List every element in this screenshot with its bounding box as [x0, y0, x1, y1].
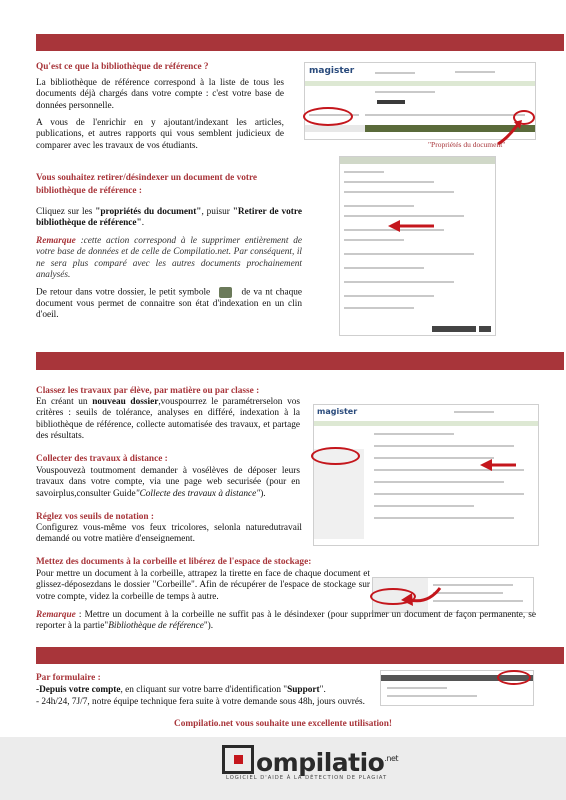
- section-band-1: [36, 34, 564, 51]
- arrow-retirer: [386, 218, 436, 234]
- screenshot-document-properties: [339, 156, 496, 336]
- section-band-3: [36, 647, 564, 664]
- heading-retirer: Vous souhaitez retirer/désindexer un document de votre bibliothèque de référence :: [36, 173, 258, 196]
- highlight-oval-support: [497, 670, 531, 685]
- index-status-icon: [219, 287, 232, 298]
- remark-corbeille: Remarque : Mettre un document à la corbeille ne suffit pas à le désindexer (pour supprimer un document de façon permanente, se reporter à la partie"Bibliothèque de référence").: [36, 610, 536, 632]
- line-depuis-compte: -Depuis votre compte, en cliquant sur votre barre d'identification "Support".: [36, 685, 326, 695]
- heading-bibliotheque: Qu'est ce que la bibliothèque de référence ?: [36, 62, 209, 72]
- caption-proprietes: "Propriétés du document": [428, 140, 506, 149]
- heading-mettez: Mettez des documents à la corbeille et libérez de l'espace de stockage:: [36, 557, 312, 567]
- para-collecter: Vouspouvezà toutmoment demander à vosélèves de déposer leurs travaux dans votre compte, via une page web securisée (pour en savoirplus,consulter Guide"Collecte des travaux à distance").: [36, 466, 300, 499]
- arrow-corbeille: [398, 584, 444, 608]
- arrow-collect: [478, 457, 518, 473]
- instruction-retirer: Cliquez sur les "propriétés du document", puisur "Retirer de votre bibliothèque de référence".: [36, 207, 302, 229]
- screenshot-dossier: magister: [313, 404, 539, 546]
- highlight-oval-library: [303, 107, 353, 126]
- heading-collecter: Collecter des travaux à distance :: [36, 454, 168, 464]
- highlight-oval-new-folder: [311, 447, 360, 465]
- footer-tagline: LOGICIEL D'AIDE À LA DÉTECTION DE PLAGIAT: [226, 775, 388, 781]
- logo-mark-icon: [222, 745, 254, 774]
- heading-classez: Classez les travaux par élève, par matière ou par classe :: [36, 386, 260, 396]
- line-support-hours: - 24h/24, 7J/7, notre équipe technique fera suite à votre demande sous 48h, jours ouvrés.: [36, 697, 365, 707]
- para-bibliotheque-1: La bibliothèque de référence correspond à la liste de tous les documents déjà chargés dans votre compte : c'est votre base de données personnelle.: [36, 78, 284, 111]
- para-reglez: Configurez vous-même vos feux tricolores, selonla naturedutravail demandé ou votre matière d'enseignement.: [36, 523, 302, 545]
- screenshot-magister-library: magister: [304, 62, 536, 140]
- compilatio-logo: ompilatio$^{.net}$: [222, 745, 398, 777]
- para-mettez: Pour mettre un document à la corbeille, attrapez la tirette en face de chaque document et glissez-déposezdans le dossier "Corbeille". Afin de récupérer de l'espace de stockage sur votre compte, videz la corbeille de temps à autre.: [36, 569, 370, 602]
- para-classez: En créant un nouveau dossier,vouspourrez le paramétrerselon vos critères : seuils de tolérance, analyses en différé, indexation à la bibliothèque de référence, collecte automatisée des travaux, et partage des résultats.: [36, 397, 300, 442]
- closing-message: Compilatio.net vous souhaite une excellente utilisation!: [174, 719, 392, 729]
- remark-retirer: Remarque :cette action correspond à le supprimer entièrement de votre base de données et de celle de Compilatio.net. Par conséquent, il ne sera plus comparé avec les autres documents prochainement analysés.: [36, 236, 302, 281]
- section-band-2: [36, 352, 564, 370]
- para-symbol: De retour dans votre dossier, le petit symbole de va nt chaque document vous permet de connaitre son état d'indexation en un clin d'oeil.: [36, 287, 302, 321]
- para-bibliotheque-2: A vous de l'enrichir en y ajoutant/indexant les articles, publications, et autres rapports qui vous semblent judicieux de comparer avec les travaux de vos étudiants.: [36, 118, 284, 151]
- heading-reglez: Réglez vos seuils de notation :: [36, 512, 155, 522]
- heading-formulaire: Par formulaire :: [36, 673, 101, 683]
